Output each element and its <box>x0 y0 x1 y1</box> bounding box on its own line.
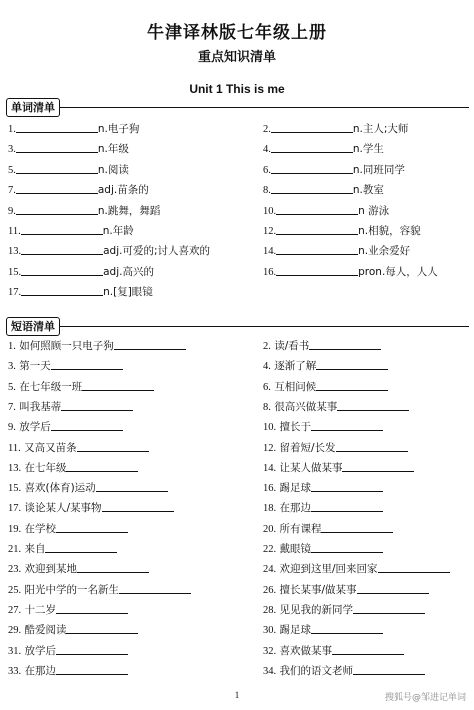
vocab-item <box>263 182 384 197</box>
answer-blank[interactable] <box>378 561 450 573</box>
phrase-text: 互相问候 <box>274 380 317 393</box>
answer-blank[interactable] <box>56 602 128 614</box>
phrase-item <box>263 379 388 394</box>
vocab-hint: n.阅读 <box>97 163 129 176</box>
phrase-text: 踢足球 <box>279 624 311 637</box>
vocab-hint: n.业余爱好 <box>358 245 411 258</box>
phrase-item <box>263 622 383 637</box>
answer-blank[interactable] <box>311 419 383 431</box>
vocab-item <box>263 243 410 258</box>
answer-blank[interactable] <box>271 141 353 153</box>
item-number: 14. <box>263 246 277 258</box>
item-number: 19. <box>8 523 22 535</box>
answer-blank[interactable] <box>337 399 409 411</box>
vocab-item <box>8 162 129 177</box>
answer-blank[interactable] <box>276 203 358 215</box>
phrase-item <box>8 440 149 455</box>
item-number: 2. <box>263 341 271 352</box>
phrase-item <box>8 419 123 434</box>
item-number: 2. <box>263 124 271 135</box>
vocab-hint: n.电子狗 <box>97 123 140 135</box>
item-number: 4. <box>263 144 271 156</box>
answer-blank[interactable] <box>316 358 388 370</box>
vocab-hint: pron.每人，人人 <box>358 265 438 278</box>
phrase-item <box>263 643 404 658</box>
phrase-item <box>8 480 168 495</box>
vocab-section-label: 单词清单 <box>6 98 60 117</box>
page-number: 1 <box>234 690 240 700</box>
phrase-text: 留着短/长发 <box>279 441 336 454</box>
answer-blank[interactable] <box>96 480 168 492</box>
phrase-item <box>8 561 149 576</box>
answer-blank[interactable] <box>357 582 429 594</box>
answer-blank[interactable] <box>311 480 383 492</box>
phrase-text: 来自 <box>24 543 46 555</box>
phrase-item <box>263 358 388 373</box>
vocab-item <box>263 121 408 136</box>
item-number: 32. <box>263 645 277 657</box>
item-number: 8. <box>263 185 271 197</box>
answer-blank[interactable] <box>82 379 154 391</box>
answer-blank[interactable] <box>77 561 149 573</box>
phrase-text: 放学后 <box>24 644 56 657</box>
phrase-item <box>8 541 117 556</box>
item-number: 4. <box>263 361 271 373</box>
item-number: 5. <box>8 381 16 393</box>
phrase-item <box>263 521 393 536</box>
vocab-hint: adj.高兴的 <box>103 265 154 278</box>
answer-blank[interactable] <box>276 243 358 255</box>
answer-blank[interactable] <box>316 379 388 391</box>
phrase-item <box>263 541 383 556</box>
phrase-text: 阳光中学的一名新生 <box>24 583 119 596</box>
answer-blank[interactable] <box>56 663 128 675</box>
answer-blank[interactable] <box>45 541 117 553</box>
item-number: 5. <box>8 164 16 176</box>
item-number: 1. <box>8 124 16 135</box>
item-number: 11. <box>8 442 21 454</box>
phrase-text: 喜欢做某事 <box>279 644 332 657</box>
phrase-section-label: 短语清单 <box>6 317 60 336</box>
item-number: 3. <box>8 144 16 156</box>
phrase-text: 在学校 <box>24 522 56 535</box>
phrase-item <box>263 419 383 434</box>
phrase-text: 如何照顾一只电子狗 <box>19 340 114 352</box>
answer-blank[interactable] <box>16 182 98 194</box>
phrase-item <box>263 602 425 617</box>
vocab-item <box>8 121 139 136</box>
answer-blank[interactable] <box>342 460 414 472</box>
answer-blank[interactable] <box>276 223 358 235</box>
answer-blank[interactable] <box>336 440 408 452</box>
vocab-item <box>263 203 389 218</box>
item-number: 33. <box>8 665 22 677</box>
phrase-text: 擅长于 <box>279 421 311 434</box>
item-number: 13. <box>8 246 22 258</box>
vocab-item <box>8 182 149 197</box>
item-number: 26. <box>263 584 277 596</box>
vocab-hint: n.同班同学 <box>352 163 405 176</box>
phrase-text: 很高兴做某事 <box>274 400 338 413</box>
phrase-text: 见见我的新同学 <box>279 603 353 616</box>
item-number: 28. <box>263 604 277 616</box>
vocab-hint: n.年龄 <box>102 225 134 237</box>
phrase-item <box>263 460 414 475</box>
answer-blank[interactable] <box>321 521 393 533</box>
phrase-item <box>263 440 408 455</box>
item-number: 13. <box>8 462 22 474</box>
phrase-item <box>263 480 383 495</box>
phrase-text: 擅长某事/做某事 <box>279 583 357 596</box>
answer-blank[interactable] <box>51 419 123 431</box>
phrase-item <box>263 561 450 576</box>
phrase-item <box>8 399 133 414</box>
phrase-text: 酷爱阅读 <box>24 624 67 637</box>
item-number: 17. <box>8 503 22 515</box>
phrase-text: 所有课程 <box>279 522 322 535</box>
item-number: 10. <box>263 422 277 434</box>
item-number: 23. <box>8 564 22 576</box>
answer-blank[interactable] <box>311 500 383 512</box>
item-number: 3. <box>8 361 16 373</box>
answer-blank[interactable] <box>271 182 353 194</box>
answer-blank[interactable] <box>311 541 383 553</box>
answer-blank[interactable] <box>21 264 103 276</box>
phrase-text: 在那边 <box>279 502 311 515</box>
answer-blank[interactable] <box>102 500 174 512</box>
phrase-item <box>263 399 409 414</box>
item-number: 1. <box>8 341 16 352</box>
phrase-text: 戴眼镜 <box>279 543 311 555</box>
unit-heading: Unit 1 This is me <box>189 82 285 96</box>
phrase-item <box>8 622 138 637</box>
phrase-text: 叫我基蒂 <box>19 400 62 413</box>
phrase-text: 踢足球 <box>279 482 311 495</box>
answer-blank[interactable] <box>21 223 103 235</box>
item-number: 6. <box>263 164 271 176</box>
item-number: 24. <box>263 564 277 576</box>
answer-blank[interactable] <box>56 521 128 533</box>
phrase-item <box>8 521 128 536</box>
phrase-text: 喜欢(体育)运动 <box>24 482 96 495</box>
vocab-item <box>8 223 134 238</box>
item-number: 11. <box>8 226 21 237</box>
phrase-text: 让某人做某事 <box>279 461 343 474</box>
phrase-text: 放学后 <box>19 421 51 434</box>
phrase-text: 谈论某人/某事物 <box>24 502 102 515</box>
answer-blank[interactable] <box>16 121 98 133</box>
vocab-item <box>8 203 160 218</box>
answer-blank[interactable] <box>119 582 191 594</box>
phrase-text: 逐渐了解 <box>274 360 317 373</box>
phrase-text: 在七年级 <box>24 461 67 474</box>
phrase-item <box>8 582 191 597</box>
answer-blank[interactable] <box>353 663 425 675</box>
item-number: 16. <box>263 266 277 278</box>
item-number: 6. <box>263 381 271 393</box>
phrase-item <box>263 582 429 597</box>
answer-blank[interactable] <box>77 440 149 452</box>
vocab-hint: n.主人;大师 <box>352 123 409 135</box>
item-number: 17. <box>8 287 22 299</box>
answer-blank[interactable] <box>21 243 103 255</box>
vocab-item <box>8 264 154 279</box>
answer-blank[interactable] <box>271 162 353 174</box>
vocab-item <box>263 141 384 156</box>
phrase-item <box>8 379 154 394</box>
phrase-item <box>263 500 383 515</box>
phrase-text: 读/看书 <box>274 340 310 352</box>
vocab-item <box>263 162 405 177</box>
item-number: 29. <box>8 625 22 637</box>
phrase-item <box>263 338 381 353</box>
phrase-text: 在那边 <box>24 664 56 677</box>
answer-blank[interactable] <box>271 121 353 133</box>
answer-blank[interactable] <box>114 338 186 350</box>
answer-blank[interactable] <box>61 399 133 411</box>
phrase-item <box>263 663 425 678</box>
answer-blank[interactable] <box>353 602 425 614</box>
page-subtitle: 重点知识清单 <box>197 50 276 65</box>
item-number: 27. <box>8 604 22 616</box>
phrase-item <box>8 338 186 353</box>
item-number: 9. <box>8 205 16 217</box>
phrase-item <box>8 602 128 617</box>
item-number: 31. <box>8 645 22 657</box>
item-number: 30. <box>263 625 277 637</box>
answer-blank[interactable] <box>16 203 98 215</box>
phrase-item <box>8 358 123 373</box>
answer-blank[interactable] <box>16 141 98 153</box>
item-number: 10. <box>263 205 277 217</box>
answer-blank[interactable] <box>309 338 381 350</box>
phrase-text: 欢迎到这里/回来回家 <box>279 563 378 576</box>
item-number: 22. <box>263 544 277 555</box>
item-number: 18. <box>263 503 277 515</box>
item-number: 34. <box>263 665 277 677</box>
answer-blank[interactable] <box>311 622 383 634</box>
watermark: 搜狐号@邹进记单词 <box>384 693 466 703</box>
vocab-item <box>263 264 438 279</box>
phrase-text: 又高又苗条 <box>24 441 77 454</box>
answer-blank[interactable] <box>66 622 138 634</box>
vocab-item <box>263 223 421 238</box>
answer-blank[interactable] <box>276 264 358 276</box>
vocab-hint: n.学生 <box>352 143 384 156</box>
phrase-text: 第一天 <box>19 360 51 373</box>
answer-blank[interactable] <box>51 358 123 370</box>
vocab-item <box>8 284 153 299</box>
vocab-hint: n.相貌，容貌 <box>358 225 421 237</box>
vocab-item <box>8 141 129 156</box>
phrase-item <box>8 460 138 475</box>
vocab-hint: n.[复]眼镜 <box>103 286 153 299</box>
item-number: 20. <box>263 523 277 535</box>
item-number: 12. <box>263 442 277 454</box>
answer-blank[interactable] <box>66 460 138 472</box>
item-number: 25. <box>8 584 22 596</box>
item-number: 15. <box>8 266 22 278</box>
phrase-text: 在七年级一班 <box>19 380 83 393</box>
vocab-hint: n 游泳 <box>358 204 390 217</box>
vocab-hint: n.年级 <box>97 143 129 156</box>
phrase-item <box>8 500 174 515</box>
answer-blank[interactable] <box>332 643 404 655</box>
vocab-hint: adj.可爱的;讨人喜欢的 <box>103 245 211 258</box>
vocab-hint: n.跳舞，舞蹈 <box>97 204 161 217</box>
vocab-hint: n.教室 <box>352 184 384 197</box>
item-number: 9. <box>8 422 16 434</box>
phrase-item <box>8 663 128 678</box>
phrase-text: 欢迎到某地 <box>24 563 77 576</box>
item-number: 21. <box>8 544 22 555</box>
answer-blank[interactable] <box>16 162 98 174</box>
phrase-item <box>8 643 128 658</box>
item-number: 14. <box>263 462 277 474</box>
item-number: 16. <box>263 483 277 495</box>
answer-blank[interactable] <box>56 643 128 655</box>
item-number: 15. <box>8 483 22 495</box>
phrase-text: 我们的语文老师 <box>279 664 353 677</box>
item-number: 7. <box>8 401 16 413</box>
answer-blank[interactable] <box>21 284 103 296</box>
item-number: 12. <box>263 226 277 237</box>
item-number: 7. <box>8 185 16 197</box>
vocab-hint: adj.苗条的 <box>97 184 149 197</box>
page-title: 牛津译林版七年级上册 <box>147 23 327 43</box>
vocab-item <box>8 243 210 258</box>
phrase-text: 十二岁 <box>24 603 56 616</box>
item-number: 8. <box>263 401 271 413</box>
